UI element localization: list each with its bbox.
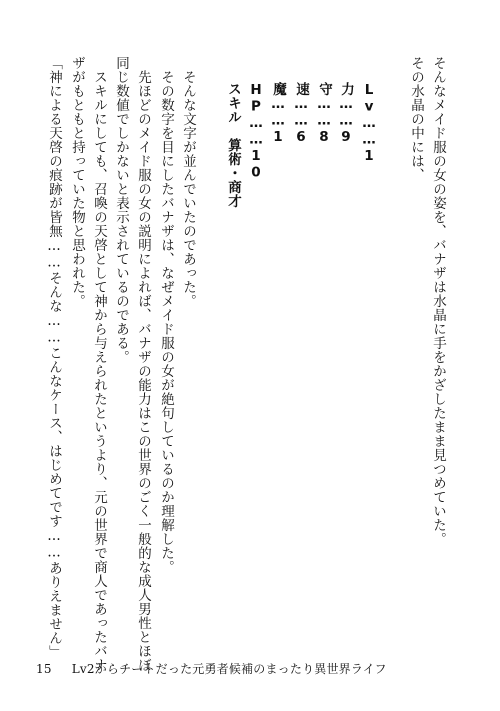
page-footer (36, 660, 387, 677)
text-line: その水晶の中には、 (408, 56, 424, 182)
text-line: 先ほどのメイド服の女の説明によれば、バナザの能力はこの世界のごく一般的な成人男性とほぼ (135, 70, 151, 672)
text-line: そんなメイド服の女の姿を、バナザは水晶に手をかざしたまま見つめていた。 (430, 56, 446, 546)
book-title: Lv2からチートだった元勇者候補のまったり異世界ライフ (71, 662, 387, 676)
text-line: その数字を目にしたバナザは、なぜメイド服の女が絶句しているのか理解した。 (158, 70, 174, 574)
stat-magic: 魔……1 (270, 82, 286, 146)
text-line: ザがもともと持っていた物と思われた。 (69, 56, 85, 308)
stat-level: Lv……1 (361, 82, 377, 165)
text-line: スキルにしても、召喚の天啓として神から与えられたというより、元の世界で商人であったバナ (91, 70, 107, 672)
stat-speed: 速……6 (293, 82, 309, 146)
stat-skill: スキル 算術・商才 (225, 82, 241, 208)
text-line: 同じ数値でしかないと表示されているのである。 (113, 56, 129, 364)
stat-power: 力……9 (338, 82, 354, 146)
page-number: 15 (36, 662, 52, 676)
stat-defense: 守……8 (316, 82, 332, 146)
stat-hp: HP……10 (248, 82, 264, 181)
text-line: そんな文字が並んでいたのであった。 (180, 70, 196, 308)
dialogue-line: 「神による天啓の痕跡が皆無……そんな……こんなケース、はじめてです……ありえません」 (46, 56, 62, 659)
